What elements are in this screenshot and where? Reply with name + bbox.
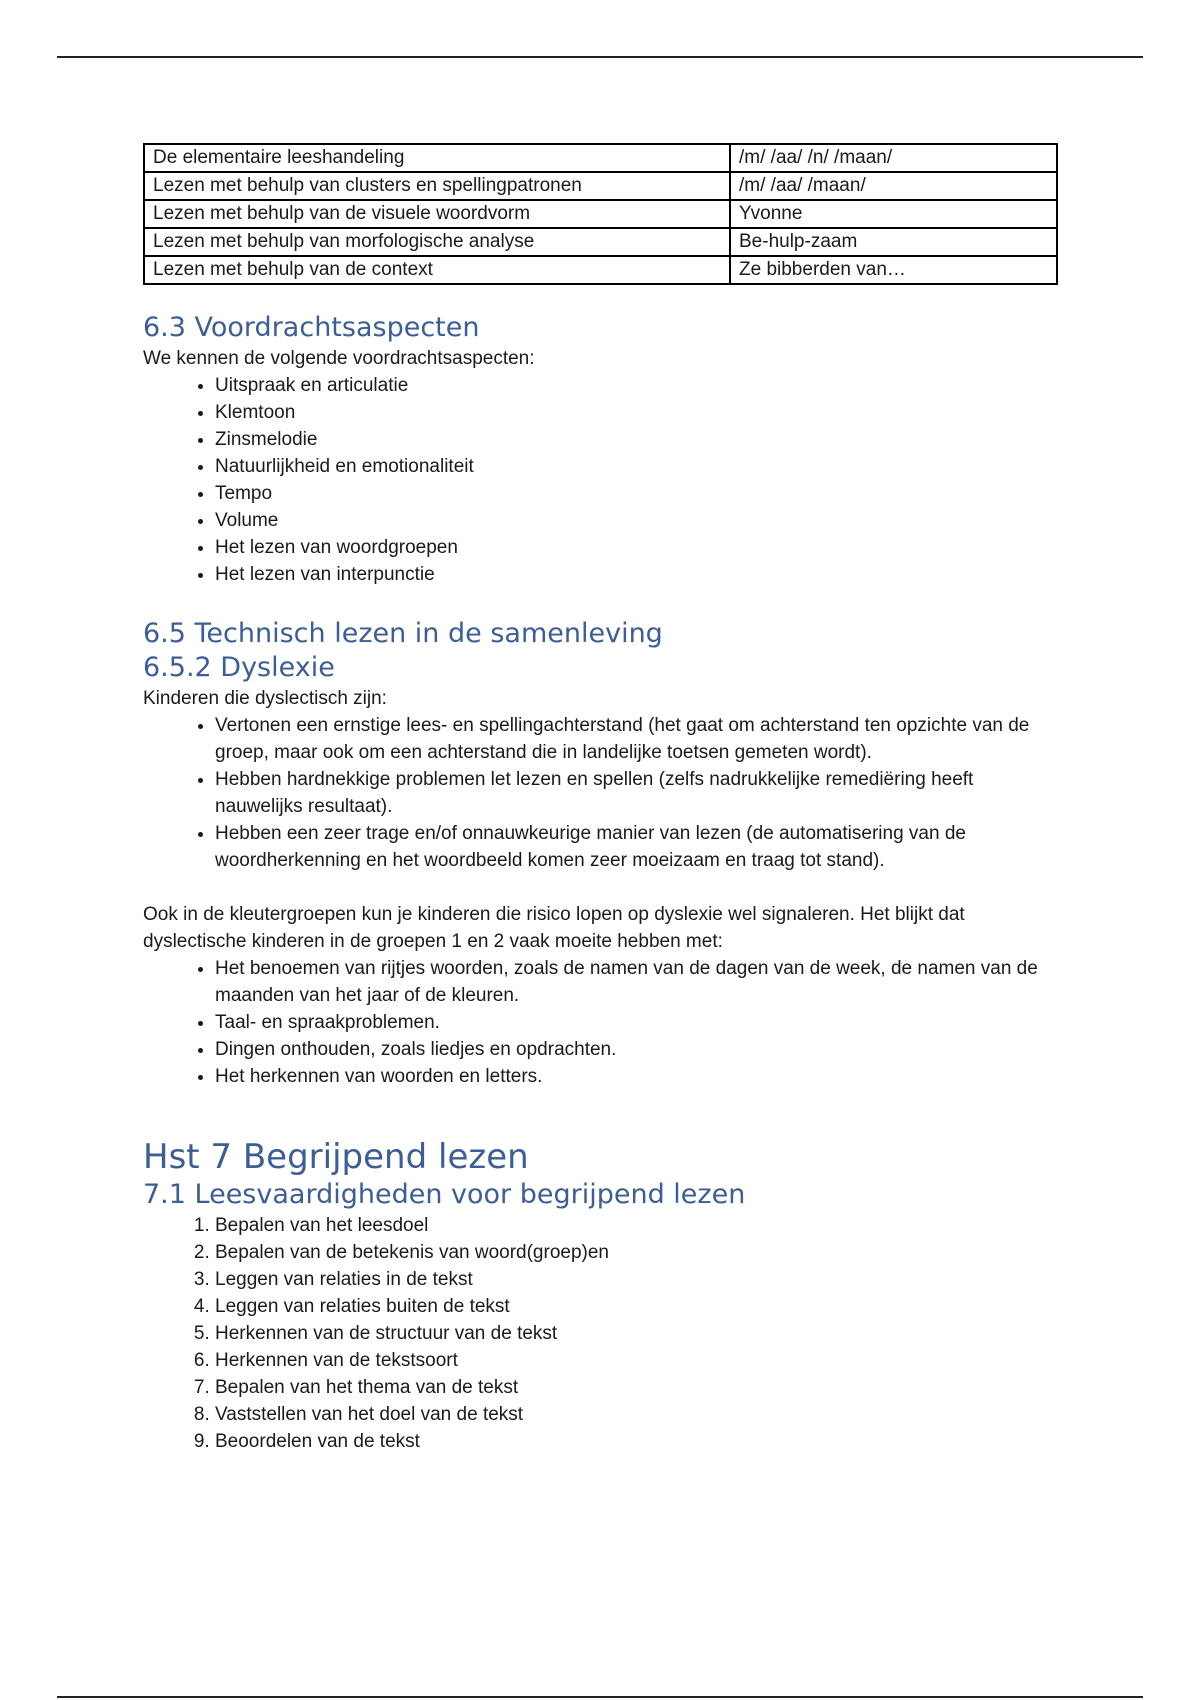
list-item: • Hebben een zeer trage en/of onnauwkeurige manier van lezen (de automatisering van de woordherkenning en het woordbeeld komen zeer moeizaam en traag tot stand). xyxy=(215,820,1058,874)
table-cell: Lezen met behulp van de visuele woordvorm xyxy=(144,200,730,228)
table-cell: Yvonne xyxy=(730,200,1057,228)
reading-strategies-table xyxy=(143,143,1058,285)
table-cell: Be-hulp-zaam xyxy=(730,228,1057,256)
section-heading-6-5: 6.5 Technisch lezen in de samenleving xyxy=(143,618,663,649)
table-row xyxy=(144,200,1057,228)
list-item: • Hebben hardnekkige problemen let lezen en spellen (zelfs nadrukkelijke remediëring heeft nauwelijks resultaat). xyxy=(215,766,1058,820)
list-item: • Het benoemen van rijtjes woorden, zoals de namen van de dagen van de week, de namen van de maanden van het jaar of de kleuren. xyxy=(215,955,1058,1009)
list-item: • Natuurlijkheid en emotionaliteit xyxy=(215,453,1058,480)
subsection-heading-6-5-2: 6.5.2 Dyslexie xyxy=(143,652,335,683)
list-item: • Uitspraak en articulatie xyxy=(215,372,1058,399)
dyslexie-list xyxy=(143,712,1058,874)
list-item: • Zinsmelodie xyxy=(215,426,1058,453)
list-item: • Tempo xyxy=(215,480,1058,507)
list-item: • Volume xyxy=(215,507,1058,534)
list-item: 7. Bepalen van het thema van de tekst xyxy=(215,1374,1058,1401)
table-cell: Lezen met behulp van clusters en spellingpatronen xyxy=(144,172,730,200)
table-cell: De elementaire leeshandeling xyxy=(144,144,730,172)
table-cell: Lezen met behulp van de context xyxy=(144,256,730,284)
kleuter-signals-list xyxy=(143,955,1058,1090)
list-item: 3. Leggen van relaties in de tekst xyxy=(215,1266,1058,1293)
list-item: • Het lezen van woordgroepen xyxy=(215,534,1058,561)
list-item: • Het herkennen van woorden en letters. xyxy=(215,1063,1058,1090)
body-paragraph: Ook in de kleutergroepen kun je kinderen die risico lopen op dyslexie wel signaleren. Het blijkt dat dyslectische kinderen in de groepen 1 en 2 vaak moeite hebben met: xyxy=(143,904,965,952)
list-item: • Taal- en spraakproblemen. xyxy=(215,1009,1058,1036)
paragraph-spacer xyxy=(143,874,1058,901)
list-item: 4. Leggen van relaties buiten de tekst xyxy=(215,1293,1058,1320)
table-row xyxy=(144,144,1057,172)
list-item: 8. Vaststellen van het doel van de tekst xyxy=(215,1401,1058,1428)
page-content xyxy=(143,143,1058,1455)
voordracht-list xyxy=(143,372,1058,588)
footer-rule xyxy=(57,1696,1143,1698)
header-rule xyxy=(57,56,1143,58)
list-item: • Klemtoon xyxy=(215,399,1058,426)
table-cell: Ze bibberden van… xyxy=(730,256,1057,284)
list-item: 9. Beoordelen van de tekst xyxy=(215,1428,1058,1455)
section-intro: We kennen de volgende voordrachtsaspecten: xyxy=(143,348,535,369)
table-row xyxy=(144,256,1057,284)
table-cell: /m/ /aa/ /maan/ xyxy=(730,172,1057,200)
list-item: 6. Herkennen van de tekstsoort xyxy=(215,1347,1058,1374)
section-heading-7-1: 7.1 Leesvaardigheden voor begrijpend lezen xyxy=(143,1179,746,1210)
list-item: • Het lezen van interpunctie xyxy=(215,561,1058,588)
list-item: • Dingen onthouden, zoals liedjes en opdrachten. xyxy=(215,1036,1058,1063)
list-item: • Vertonen een ernstige lees- en spellingachterstand (het gaat om achterstand ten opzichte van de groep, maar ook om een achterstand die in landelijke toetsen gemeten wordt). xyxy=(215,712,1058,766)
table-cell: /m/ /aa/ /n/ /maan/ xyxy=(730,144,1057,172)
list-item: 2. Bepalen van de betekenis van woord(groep)en xyxy=(215,1239,1058,1266)
table-row xyxy=(144,172,1057,200)
table-cell: Lezen met behulp van morfologische analyse xyxy=(144,228,730,256)
list-item: 5. Herkennen van de structuur van de tekst xyxy=(215,1320,1058,1347)
table-row xyxy=(144,228,1057,256)
chapter-heading-7: Hst 7 Begrijpend lezen xyxy=(143,1137,529,1177)
section-intro: Kinderen die dyslectisch zijn: xyxy=(143,688,387,709)
list-item: 1. Bepalen van het leesdoel xyxy=(215,1212,1058,1239)
section-heading-6-3: 6.3 Voordrachtsaspecten xyxy=(143,312,480,343)
leesvaardigheden-list xyxy=(143,1212,1058,1455)
